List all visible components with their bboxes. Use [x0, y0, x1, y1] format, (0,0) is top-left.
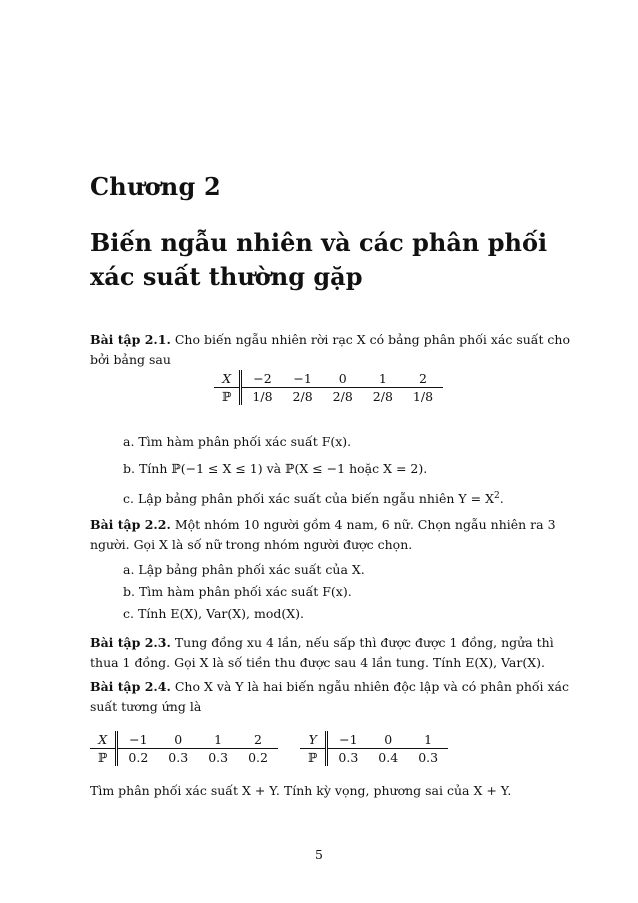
table-row	[300, 749, 448, 767]
exercise-label: Bài tập 2.1.	[90, 332, 171, 347]
table-row	[214, 370, 443, 388]
exercise-2-1-item-b: b. Tính ℙ(−1 ≤ X ≤ 1) và ℙ(X ≤ −1 hoặc X = 2).	[123, 461, 428, 476]
exercise-label: Bài tập 2.2.	[90, 517, 171, 532]
table-row	[90, 731, 278, 749]
table-cell: −1	[283, 370, 323, 388]
table-cell: −2	[241, 370, 283, 388]
exercise-2-2-item-a: a. Lập bảng phân phối xác suất của X.	[123, 562, 365, 577]
table-cell: 2/8	[372, 389, 393, 404]
exercise-label: Bài tập 2.3.	[90, 635, 171, 650]
distribution-table-y	[300, 731, 448, 766]
table-row	[300, 731, 448, 749]
item-c-text: c. Lập bảng phân phối xác suất của biến ngẫu nhiên Y = X	[123, 491, 494, 507]
table-cell: 0	[158, 731, 198, 749]
table-cell: 2	[403, 370, 443, 388]
exercise-2-2-item-b: b. Tìm hàm phân phối xác suất F(x).	[123, 584, 352, 599]
chapter-title-line2: xác suất thường gặp	[90, 262, 363, 291]
exercise-2-3	[90, 633, 570, 673]
table-cell: 0.4	[378, 750, 399, 765]
exercise-2-1-item-c: c. Lập bảng phân phối xác suất của biến ngẫu nhiên $Y = X^2$.	[123, 491, 504, 507]
table-cell: 1	[198, 731, 238, 749]
exercise-label: Bài tập 2.4.	[90, 679, 171, 694]
table-cell: 2/8	[292, 389, 313, 404]
table-cell: 1/8	[252, 389, 273, 404]
exercise-text: Tung đồng xu 4 lần, nếu sấp thì được được 1 đồng, ngửa thì thua 1 đồng. Gọi X là số tiền thu được sau 4 lần tung. Tính E(X), Var(X).	[90, 635, 554, 670]
exercise-text: Cho X và Y là hai biến ngẫu nhiên độc lập và có phân phối xác suất tương ứng là	[90, 679, 570, 714]
table-cell: 2	[238, 731, 278, 749]
table-cell: 0.2	[248, 750, 268, 765]
table-head-cell: X	[214, 370, 241, 388]
table-cell: 1	[408, 731, 448, 749]
table-cell: 0.3	[208, 750, 229, 765]
exercise-text: Cho biến ngẫu nhiên rời rạc X có bảng phân phối xác suất cho bởi bảng sau	[90, 332, 571, 367]
page-number: 5	[315, 847, 323, 862]
table-cell: 2/8	[332, 389, 353, 404]
exercise-2-2-intro	[90, 515, 570, 555]
table-cell: 0	[323, 370, 363, 388]
table-row	[214, 388, 443, 406]
chapter-title	[90, 226, 590, 294]
table-head-cell: X	[90, 731, 117, 749]
table-cell: 1	[363, 370, 403, 388]
distribution-table-x	[214, 370, 443, 405]
table-head-cell: Y	[300, 731, 327, 749]
table-cell: 0.3	[418, 750, 439, 765]
table-cell: 0.2	[128, 750, 149, 765]
table-cell: 0.3	[168, 750, 189, 765]
item-c-superscript: 2	[493, 491, 500, 501]
table-cell: −1	[117, 731, 158, 749]
table-row	[90, 749, 278, 767]
table-cell: 0.3	[338, 750, 359, 765]
exercise-2-2-item-c: c. Tính E(X), Var(X), mod(X).	[123, 606, 304, 621]
exercise-2-1-item-a: a. Tìm hàm phân phối xác suất F(x).	[123, 434, 352, 449]
chapter-label: Chương 2	[90, 172, 221, 201]
exercise-2-4-intro	[90, 677, 570, 717]
table-head-cell: ℙ	[90, 749, 117, 767]
table-cell: −1	[327, 731, 368, 749]
table-head-cell: ℙ	[300, 749, 327, 767]
chapter-title-line1: Biến ngẫu nhiên và các phân phối	[90, 228, 548, 257]
exercise-2-1-intro	[90, 330, 570, 370]
table-head-cell: ℙ	[214, 388, 241, 406]
exercise-2-4-closing: Tìm phân phối xác suất X + Y. Tính kỳ vọng, phương sai của X + Y.	[90, 783, 512, 798]
table-cell: 0	[368, 731, 408, 749]
table-cell: 1/8	[412, 389, 434, 404]
distribution-table-x2	[90, 731, 278, 766]
exercise-text: Một nhóm 10 người gồm 4 nam, 6 nữ. Chọn ngẫu nhiên ra 3 người. Gọi X là số nữ trong nhóm người được chọn.	[90, 517, 556, 552]
